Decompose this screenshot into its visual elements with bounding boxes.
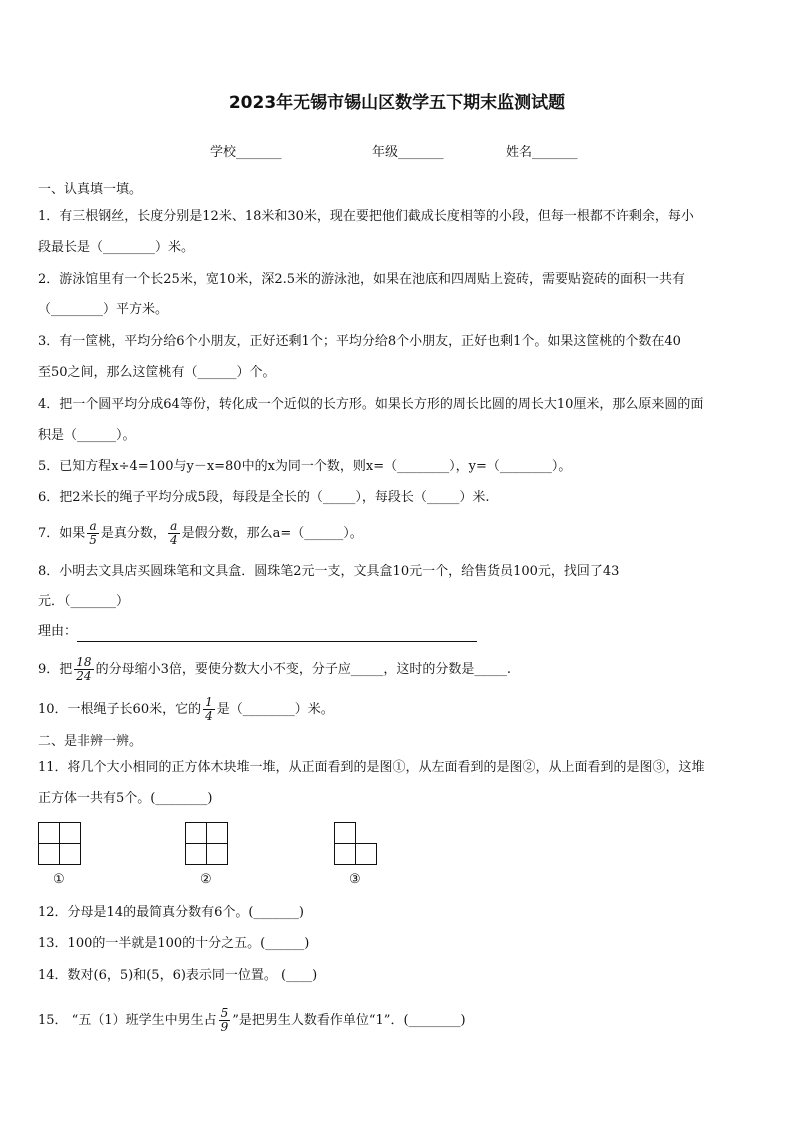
question-8-line-1: 8．小明去文具店买圆珠笔和文具盒．圆珠笔2元一支，文具盒10元一个，给售货员100元，找回了43 (38, 564, 620, 579)
reason-label: 理由： (38, 624, 78, 639)
q15-post: ”是把男生人数看作单位“1”．(________) (232, 1013, 466, 1028)
grid-cell (38, 822, 60, 844)
grid-cell (206, 843, 228, 865)
numerator: 18 (76, 655, 92, 669)
grid-cell (355, 843, 377, 865)
question-15 (38, 1002, 758, 1040)
reason-answer-line[interactable] (77, 627, 477, 642)
question-13: 13．100的一半就是100的十分之五。(______) (38, 936, 310, 951)
page-title: 2023年无锡市锡山区数学五下期末监测试题 (228, 93, 566, 113)
question-10 (38, 692, 758, 728)
denominator: 24 (76, 669, 92, 683)
denominator: 4 (205, 709, 213, 723)
q7-mid: 是真分数， (100, 526, 166, 541)
numerator: 5 (220, 1006, 229, 1020)
fraction-5-over-9 (219, 1007, 231, 1034)
figure-2-label: ② (200, 872, 212, 887)
q10-post: 是（________）米。 (216, 702, 334, 717)
denominator: 4 (169, 533, 178, 547)
question-12: 12．分母是14的最简真分数有6个。(_______) (38, 905, 304, 920)
figure-3-label: ③ (349, 872, 361, 887)
figure-1-label: ① (53, 872, 65, 887)
question-1-line-1: 1．有三根钢丝，长度分别是12米、18米和30米，现在要把他们截成长度相等的小段，但每一根都不许剩余，每小 (38, 209, 694, 224)
q7-pre: 7．如果 (38, 526, 86, 541)
grade-field[interactable]: 年级_______ (372, 145, 444, 160)
section-heading: 一、认真填一填。 (38, 182, 143, 197)
question-14: 14．数对(6，5)和(5，6)表示同一位置。 (____) (38, 968, 318, 983)
numerator: a (168, 520, 180, 534)
fraction-1-over-4 (203, 696, 215, 723)
question-2-line-1: 2．游泳馆里有一个长25米，宽10米，深2.5米的游泳池，如果在池底和四周贴上瓷砖，需要贴瓷砖的面积一共有 (38, 272, 686, 287)
fraction-a-over-4 (168, 520, 180, 547)
q7-post: 是假分数，那么a=（______）。 (181, 526, 363, 541)
grid-cell (185, 843, 207, 865)
question-6: 6．把2米长的绳子平均分成5段，每段是全长的（_____），每段长（_____）米. (38, 490, 490, 505)
question-4-line-2: 积是（______）。 (38, 428, 136, 443)
grid-cell (185, 822, 207, 844)
question-8-reason (38, 622, 758, 642)
q9-post: 的分母缩小3倍，要使分数大小不变，分子应_____，这时的分数是_____. (95, 662, 511, 677)
question-11-line-2: 正方体一共有5个。(________) (38, 791, 213, 806)
q9-pre: 9．把 (38, 662, 73, 677)
fraction-a-over-5 (87, 520, 99, 547)
numerator: a (87, 520, 99, 534)
question-3-line-1: 3．有一筐桃，平均分给6个小朋友，正好还剩1个；平均分给8个小朋友，正好也剩1个。如果这筐桃的个数在40 (38, 334, 681, 349)
question-3-line-2: 至50之间，那么这筐桃有（______）个。 (38, 365, 276, 380)
denominator: 9 (220, 1020, 229, 1034)
question-9 (38, 652, 758, 688)
denominator: 5 (89, 533, 97, 547)
question-1-line-2: 段最长是（________）米。 (38, 240, 195, 255)
fraction-18-over-24 (74, 656, 93, 683)
question-5: 5．已知方程x÷4=100与y－x=80中的x为同一个数，则x=（________），y=（________）。 (38, 459, 572, 474)
grid-cell (38, 843, 60, 865)
grid-cell (206, 822, 228, 844)
grid-cell (59, 822, 81, 844)
name-field[interactable]: 姓名_______ (506, 145, 578, 160)
grid-cell (334, 843, 356, 865)
question-4-line-1: 4．把一个圆平均分成64等份，转化成一个近似的长方形。如果长方形的周长比圆的周长大10厘米，那么原来圆的面 (38, 397, 704, 412)
grid-cell (59, 843, 81, 865)
school-field[interactable]: 学校_______ (210, 145, 282, 160)
question-11-line-1: 11．将几个大小相同的正方体木块堆一堆，从正面看到的是图①，从左面看到的是图②，从上面看到的是图③，这堆 (38, 760, 705, 775)
question-8-line-2: 元．（_______） (38, 594, 130, 609)
q10-pre: 10．一根绳子长60米，它的 (38, 702, 202, 717)
q15-pre: 15． “五（1）班学生中男生占 (38, 1013, 217, 1028)
section-heading: 二、是非辨一辨。 (38, 734, 143, 749)
grid-cell (334, 822, 356, 844)
question-2-line-2: （________）平方米。 (38, 302, 169, 317)
numerator: 1 (205, 695, 213, 709)
question-7 (38, 516, 758, 552)
